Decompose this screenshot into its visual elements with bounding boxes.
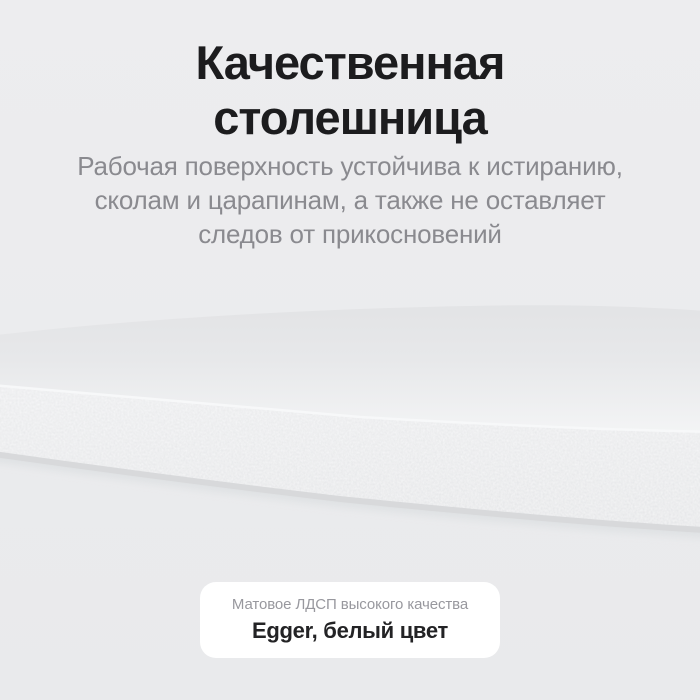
title-line-2: столешница bbox=[213, 91, 487, 144]
subtitle-line-3: следов от прикосновений bbox=[198, 219, 502, 249]
material-badge-caption: Матовое ЛДСП высокого качества bbox=[231, 596, 469, 613]
subtitle-line-2: сколам и царапинам, а также не оставляет bbox=[94, 185, 606, 215]
page-title bbox=[0, 35, 700, 145]
subtitle-line-1: Рабочая поверхность устойчива к истиранию, bbox=[77, 151, 623, 181]
title-line-1: Качественная bbox=[195, 36, 505, 89]
material-badge bbox=[200, 582, 500, 658]
page-subtitle bbox=[0, 149, 700, 251]
material-badge-value: Egger, белый цвет bbox=[252, 618, 448, 643]
